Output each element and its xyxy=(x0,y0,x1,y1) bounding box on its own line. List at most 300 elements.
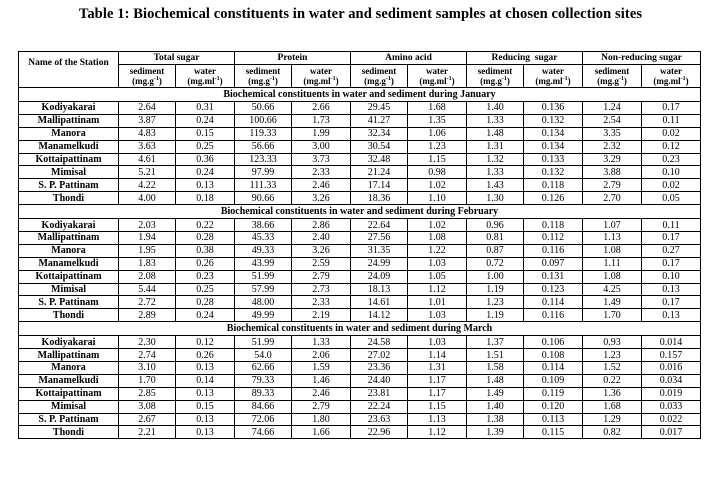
table-body xyxy=(19,88,701,439)
value-cell: 1.00 xyxy=(467,270,524,283)
value-cell: 0.132 xyxy=(524,166,583,179)
value-cell: 1.66 xyxy=(292,426,351,439)
value-cell: 24.09 xyxy=(351,270,408,283)
value-cell: 0.87 xyxy=(467,244,524,257)
value-cell: 0.157 xyxy=(642,349,701,362)
value-cell: 1.23 xyxy=(408,140,467,153)
value-cell: 2.73 xyxy=(292,283,351,296)
value-cell: 21.24 xyxy=(351,166,408,179)
value-cell: 79.33 xyxy=(235,374,292,387)
value-cell: 1.43 xyxy=(467,179,524,192)
value-cell: 50.66 xyxy=(235,102,292,115)
value-cell: 3.87 xyxy=(119,114,176,127)
value-cell: 2.89 xyxy=(119,309,176,322)
table-row xyxy=(19,127,701,140)
value-cell: 1.48 xyxy=(467,127,524,140)
value-cell: 1.24 xyxy=(583,102,642,115)
station-name-cell: Manora xyxy=(19,362,119,375)
value-cell: 1.07 xyxy=(583,219,642,232)
value-cell: 0.113 xyxy=(524,413,583,426)
value-cell: 0.12 xyxy=(642,140,701,153)
value-cell: 3.26 xyxy=(292,192,351,205)
value-cell: 3.88 xyxy=(583,166,642,179)
subheader-label: sediment xyxy=(245,66,281,76)
value-cell: 3.63 xyxy=(119,140,176,153)
value-cell: 0.15 xyxy=(176,127,235,140)
value-cell: 14.12 xyxy=(351,309,408,322)
station-name-cell: Kottaipattinam xyxy=(19,153,119,166)
section-heading-row xyxy=(19,322,701,336)
subheader-unit: $(mg.g^{-1})$ xyxy=(480,76,510,86)
value-cell: 0.109 xyxy=(524,374,583,387)
value-cell: 1.02 xyxy=(408,179,467,192)
station-name-cell: S. P. Pattinam xyxy=(19,296,119,309)
value-cell: 0.98 xyxy=(408,166,467,179)
value-cell: 0.10 xyxy=(642,270,701,283)
table-row xyxy=(19,153,701,166)
value-cell: 0.126 xyxy=(524,192,583,205)
value-cell: 23.81 xyxy=(351,387,408,400)
value-cell: 23.36 xyxy=(351,362,408,375)
value-cell: 22.64 xyxy=(351,219,408,232)
station-name-cell: Mallipattinam xyxy=(19,349,119,362)
value-cell: 1.15 xyxy=(408,153,467,166)
value-cell: 1.38 xyxy=(467,413,524,426)
value-cell: 30.54 xyxy=(351,140,408,153)
subheader-label: water xyxy=(194,66,216,76)
table-row xyxy=(19,179,701,192)
value-cell: 1.48 xyxy=(467,374,524,387)
subheader-sediment xyxy=(235,65,292,88)
value-cell: 0.23 xyxy=(642,153,701,166)
value-cell: 2.67 xyxy=(119,413,176,426)
value-cell: 0.116 xyxy=(524,244,583,257)
value-cell: 1.33 xyxy=(467,114,524,127)
subheader-label: sediment xyxy=(129,66,165,76)
table-row xyxy=(19,270,701,283)
value-cell: 2.08 xyxy=(119,270,176,283)
value-cell: 0.96 xyxy=(467,219,524,232)
value-cell: 0.02 xyxy=(642,127,701,140)
value-cell: 1.49 xyxy=(583,296,642,309)
value-cell: 2.74 xyxy=(119,349,176,362)
value-cell: 2.79 xyxy=(292,270,351,283)
value-cell: 0.26 xyxy=(176,349,235,362)
value-cell: 111.33 xyxy=(235,179,292,192)
value-cell: 0.033 xyxy=(642,400,701,413)
value-cell: 45.33 xyxy=(235,232,292,245)
value-cell: 0.016 xyxy=(642,362,701,375)
section-heading-row xyxy=(19,88,701,102)
station-name-cell: Manamelkudi xyxy=(19,140,119,153)
value-cell: 51.99 xyxy=(235,270,292,283)
subheader-water xyxy=(292,65,351,88)
value-cell: 0.22 xyxy=(176,219,235,232)
value-cell: 2.06 xyxy=(292,349,351,362)
table-row xyxy=(19,219,701,232)
value-cell: 41.27 xyxy=(351,114,408,127)
group-header-reducing-sugar: Reducing sugar xyxy=(467,52,583,65)
value-cell: 97.99 xyxy=(235,166,292,179)
biochemical-table xyxy=(18,51,701,439)
value-cell: 2.21 xyxy=(119,426,176,439)
table-row xyxy=(19,349,701,362)
value-cell: 1.14 xyxy=(408,349,467,362)
value-cell: 1.22 xyxy=(408,244,467,257)
table-row xyxy=(19,362,701,375)
station-name-cell: Manora xyxy=(19,127,119,140)
subheader-label: sediment xyxy=(594,66,630,76)
value-cell: 1.33 xyxy=(467,166,524,179)
value-cell: 1.31 xyxy=(467,140,524,153)
value-cell: 1.15 xyxy=(408,400,467,413)
subheader-label: sediment xyxy=(477,66,513,76)
value-cell: 2.86 xyxy=(292,219,351,232)
value-cell: 1.94 xyxy=(119,232,176,245)
value-cell: 2.32 xyxy=(583,140,642,153)
section-heading: Biochemical constituents in water and sediment during March xyxy=(19,322,701,336)
subheader-label: water xyxy=(660,66,683,76)
value-cell: 90.66 xyxy=(235,192,292,205)
table-row xyxy=(19,140,701,153)
value-cell: 0.133 xyxy=(524,153,583,166)
station-name-cell: Kodiyakarai xyxy=(19,102,119,115)
value-cell: 2.66 xyxy=(292,102,351,115)
value-cell: 0.28 xyxy=(176,232,235,245)
value-cell: 2.70 xyxy=(583,192,642,205)
subheader-unit: $(mg.ml^{-1})$ xyxy=(653,76,689,86)
group-header-amino-acid: Amino acid xyxy=(351,52,467,65)
value-cell: 27.02 xyxy=(351,349,408,362)
value-cell: 0.17 xyxy=(642,102,701,115)
value-cell: 0.019 xyxy=(642,387,701,400)
value-cell: 1.12 xyxy=(408,426,467,439)
value-cell: 1.99 xyxy=(292,127,351,140)
value-cell: 3.73 xyxy=(292,153,351,166)
value-cell: 0.123 xyxy=(524,283,583,296)
value-cell: 1.01 xyxy=(408,296,467,309)
value-cell: 1.70 xyxy=(119,374,176,387)
value-cell: 0.10 xyxy=(642,166,701,179)
value-cell: 1.19 xyxy=(467,283,524,296)
value-cell: 0.22 xyxy=(583,374,642,387)
station-name-cell: S. P. Pattinam xyxy=(19,179,119,192)
value-cell: 1.06 xyxy=(408,127,467,140)
value-cell: 2.33 xyxy=(292,166,351,179)
value-cell: 1.80 xyxy=(292,413,351,426)
table-row xyxy=(19,426,701,439)
value-cell: 0.05 xyxy=(642,192,701,205)
value-cell: 1.95 xyxy=(119,244,176,257)
value-cell: 0.114 xyxy=(524,296,583,309)
subheader-sediment xyxy=(583,65,642,88)
value-cell: 0.11 xyxy=(642,114,701,127)
value-cell: 1.73 xyxy=(292,114,351,127)
value-cell: 1.17 xyxy=(408,374,467,387)
value-cell: 0.25 xyxy=(176,140,235,153)
value-cell: 1.59 xyxy=(292,362,351,375)
value-cell: 1.19 xyxy=(467,309,524,322)
value-cell: 1.33 xyxy=(292,336,351,349)
value-cell: 0.116 xyxy=(524,309,583,322)
subheader-row xyxy=(19,65,701,88)
value-cell: 48.00 xyxy=(235,296,292,309)
value-cell: 0.014 xyxy=(642,336,701,349)
value-cell: 1.83 xyxy=(119,257,176,270)
value-cell: 0.38 xyxy=(176,244,235,257)
value-cell: 3.26 xyxy=(292,244,351,257)
subheader-unit: $(mg.g^{-1})$ xyxy=(248,76,278,86)
station-name-cell: Mallipattinam xyxy=(19,114,119,127)
value-cell: 0.13 xyxy=(176,413,235,426)
value-cell: 0.13 xyxy=(642,283,701,296)
value-cell: 4.83 xyxy=(119,127,176,140)
station-name-cell: Kottaipattinam xyxy=(19,270,119,283)
value-cell: 22.24 xyxy=(351,400,408,413)
station-name-cell: Thondi xyxy=(19,309,119,322)
value-cell: 0.114 xyxy=(524,362,583,375)
value-cell: 4.22 xyxy=(119,179,176,192)
station-name-cell: Manamelkudi xyxy=(19,257,119,270)
value-cell: 2.40 xyxy=(292,232,351,245)
value-cell: 100.66 xyxy=(235,114,292,127)
value-cell: 1.35 xyxy=(408,114,467,127)
subheader-unit: $(mg.ml^{-1})$ xyxy=(303,76,339,86)
value-cell: 0.13 xyxy=(176,362,235,375)
value-cell: 56.66 xyxy=(235,140,292,153)
value-cell: 1.37 xyxy=(467,336,524,349)
value-cell: 5.21 xyxy=(119,166,176,179)
value-cell: 2.30 xyxy=(119,336,176,349)
value-cell: 2.59 xyxy=(292,257,351,270)
value-cell: 1.31 xyxy=(408,362,467,375)
value-cell: 0.13 xyxy=(176,387,235,400)
value-cell: 0.115 xyxy=(524,426,583,439)
value-cell: 18.13 xyxy=(351,283,408,296)
value-cell: 1.02 xyxy=(408,219,467,232)
value-cell: 0.119 xyxy=(524,387,583,400)
value-cell: 3.29 xyxy=(583,153,642,166)
table-row xyxy=(19,244,701,257)
value-cell: 3.08 xyxy=(119,400,176,413)
value-cell: 0.31 xyxy=(176,102,235,115)
value-cell: 62.66 xyxy=(235,362,292,375)
table-caption: Table 1: Biochemical constituents in water and sediment samples at chosen collection sites xyxy=(78,6,643,22)
value-cell: 18.36 xyxy=(351,192,408,205)
value-cell: 1.03 xyxy=(408,309,467,322)
table-row xyxy=(19,387,701,400)
subheader-water xyxy=(408,65,467,88)
value-cell: 0.82 xyxy=(583,426,642,439)
value-cell: 0.36 xyxy=(176,153,235,166)
value-cell: 1.51 xyxy=(467,349,524,362)
section-heading-row xyxy=(19,205,701,219)
value-cell: 0.23 xyxy=(176,270,235,283)
value-cell: 0.24 xyxy=(176,114,235,127)
station-name-cell: Manora xyxy=(19,244,119,257)
value-cell: 0.13 xyxy=(176,426,235,439)
section-heading: Biochemical constituents in water and sediment during February xyxy=(19,205,701,219)
value-cell: 0.13 xyxy=(176,179,235,192)
subheader-sediment xyxy=(351,65,408,88)
value-cell: 0.132 xyxy=(524,114,583,127)
value-cell: 57.99 xyxy=(235,283,292,296)
value-cell: 27.56 xyxy=(351,232,408,245)
value-cell: 43.99 xyxy=(235,257,292,270)
value-cell: 2.46 xyxy=(292,179,351,192)
subheader-unit: $(mg.ml^{-1})$ xyxy=(535,76,571,86)
value-cell: 1.08 xyxy=(583,244,642,257)
group-header-total-sugar: Total sugar xyxy=(119,52,235,65)
value-cell: 1.40 xyxy=(467,400,524,413)
section-heading: Biochemical constituents in water and sediment during January xyxy=(19,88,701,102)
value-cell: 0.93 xyxy=(583,336,642,349)
value-cell: 1.10 xyxy=(408,192,467,205)
value-cell: 22.96 xyxy=(351,426,408,439)
value-cell: 0.17 xyxy=(642,232,701,245)
value-cell: 1.52 xyxy=(583,362,642,375)
value-cell: 2.72 xyxy=(119,296,176,309)
value-cell: 0.14 xyxy=(176,374,235,387)
subheader-label: sediment xyxy=(361,66,397,76)
subheader-label: water xyxy=(426,66,448,76)
value-cell: 24.40 xyxy=(351,374,408,387)
value-cell: 0.022 xyxy=(642,413,701,426)
subheader-label: water xyxy=(542,66,564,76)
value-cell: 0.02 xyxy=(642,179,701,192)
station-name-cell: Kodiyakarai xyxy=(19,219,119,232)
station-name-cell: Manamelkudi xyxy=(19,374,119,387)
value-cell: 2.64 xyxy=(119,102,176,115)
value-cell: 1.70 xyxy=(583,309,642,322)
value-cell: 0.26 xyxy=(176,257,235,270)
value-cell: 1.30 xyxy=(467,192,524,205)
value-cell: 0.136 xyxy=(524,102,583,115)
value-cell: 51.99 xyxy=(235,336,292,349)
value-cell: 0.81 xyxy=(467,232,524,245)
value-cell: 0.27 xyxy=(642,244,701,257)
value-cell: 1.46 xyxy=(292,374,351,387)
value-cell: 5.44 xyxy=(119,283,176,296)
station-name-cell: Mimisal xyxy=(19,400,119,413)
value-cell: 1.05 xyxy=(408,270,467,283)
value-cell: 0.131 xyxy=(524,270,583,283)
value-cell: 1.49 xyxy=(467,387,524,400)
subheader-water xyxy=(176,65,235,88)
value-cell: 2.33 xyxy=(292,296,351,309)
value-cell: 0.24 xyxy=(176,309,235,322)
table-row xyxy=(19,283,701,296)
value-cell: 1.17 xyxy=(408,387,467,400)
value-cell: 1.36 xyxy=(583,387,642,400)
value-cell: 14.61 xyxy=(351,296,408,309)
subheader-unit: $(mg.g^{-1})$ xyxy=(364,76,394,86)
value-cell: 32.34 xyxy=(351,127,408,140)
value-cell: 84.66 xyxy=(235,400,292,413)
value-cell: 0.25 xyxy=(176,283,235,296)
value-cell: 1.03 xyxy=(408,336,467,349)
value-cell: 1.58 xyxy=(467,362,524,375)
value-cell: 49.33 xyxy=(235,244,292,257)
subheader-unit: $(mg.ml^{-1})$ xyxy=(419,76,455,86)
value-cell: 17.14 xyxy=(351,179,408,192)
value-cell: 1.29 xyxy=(583,413,642,426)
value-cell: 0.17 xyxy=(642,257,701,270)
value-cell: 2.03 xyxy=(119,219,176,232)
value-cell: 3.00 xyxy=(292,140,351,153)
value-cell: 1.08 xyxy=(408,232,467,245)
group-header-protein: Protein xyxy=(235,52,351,65)
table-header xyxy=(19,52,701,88)
table-row xyxy=(19,257,701,270)
value-cell: 123.33 xyxy=(235,153,292,166)
value-cell: 1.68 xyxy=(408,102,467,115)
station-name-cell: Thondi xyxy=(19,426,119,439)
table-row xyxy=(19,192,701,205)
value-cell: 1.23 xyxy=(467,296,524,309)
table-row xyxy=(19,114,701,127)
value-cell: 119.33 xyxy=(235,127,292,140)
value-cell: 1.08 xyxy=(583,270,642,283)
table-row xyxy=(19,102,701,115)
value-cell: 2.79 xyxy=(292,400,351,413)
table-row xyxy=(19,296,701,309)
subheader-unit: $(mg.g^{-1})$ xyxy=(132,76,162,86)
value-cell: 0.118 xyxy=(524,179,583,192)
station-name-cell: S. P. Pattinam xyxy=(19,413,119,426)
value-cell: 38.66 xyxy=(235,219,292,232)
station-name-cell: Mimisal xyxy=(19,166,119,179)
value-cell: 2.46 xyxy=(292,387,351,400)
value-cell: 0.72 xyxy=(467,257,524,270)
subheader-water xyxy=(642,65,701,88)
station-name-cell: Mallipattinam xyxy=(19,232,119,245)
value-cell: 1.40 xyxy=(467,102,524,115)
value-cell: 1.32 xyxy=(467,153,524,166)
value-cell: 0.112 xyxy=(524,232,583,245)
value-cell: 0.017 xyxy=(642,426,701,439)
table-row xyxy=(19,413,701,426)
subheader-unit: $(mg.ml^{-1})$ xyxy=(187,76,223,86)
value-cell: 2.79 xyxy=(583,179,642,192)
value-cell: 0.12 xyxy=(176,336,235,349)
value-cell: 32.48 xyxy=(351,153,408,166)
table-row xyxy=(19,400,701,413)
value-cell: 2.85 xyxy=(119,387,176,400)
value-cell: 31.35 xyxy=(351,244,408,257)
value-cell: 23.63 xyxy=(351,413,408,426)
value-cell: 54.0 xyxy=(235,349,292,362)
value-cell: 1.13 xyxy=(408,413,467,426)
value-cell: 1.23 xyxy=(583,349,642,362)
value-cell: 1.12 xyxy=(408,283,467,296)
station-name-cell: Kodiyakarai xyxy=(19,336,119,349)
station-name-cell: Kottaipattinam xyxy=(19,387,119,400)
value-cell: 4.25 xyxy=(583,283,642,296)
station-name-cell: Mimisal xyxy=(19,283,119,296)
subheader-label: water xyxy=(310,66,332,76)
value-cell: 0.106 xyxy=(524,336,583,349)
value-cell: 0.120 xyxy=(524,400,583,413)
value-cell: 49.99 xyxy=(235,309,292,322)
value-cell: 24.58 xyxy=(351,336,408,349)
value-cell: 0.034 xyxy=(642,374,701,387)
value-cell: 1.39 xyxy=(467,426,524,439)
subheader-unit: $(mg.g^{-1})$ xyxy=(597,76,627,86)
value-cell: 3.10 xyxy=(119,362,176,375)
value-cell: 24.99 xyxy=(351,257,408,270)
table-row xyxy=(19,232,701,245)
